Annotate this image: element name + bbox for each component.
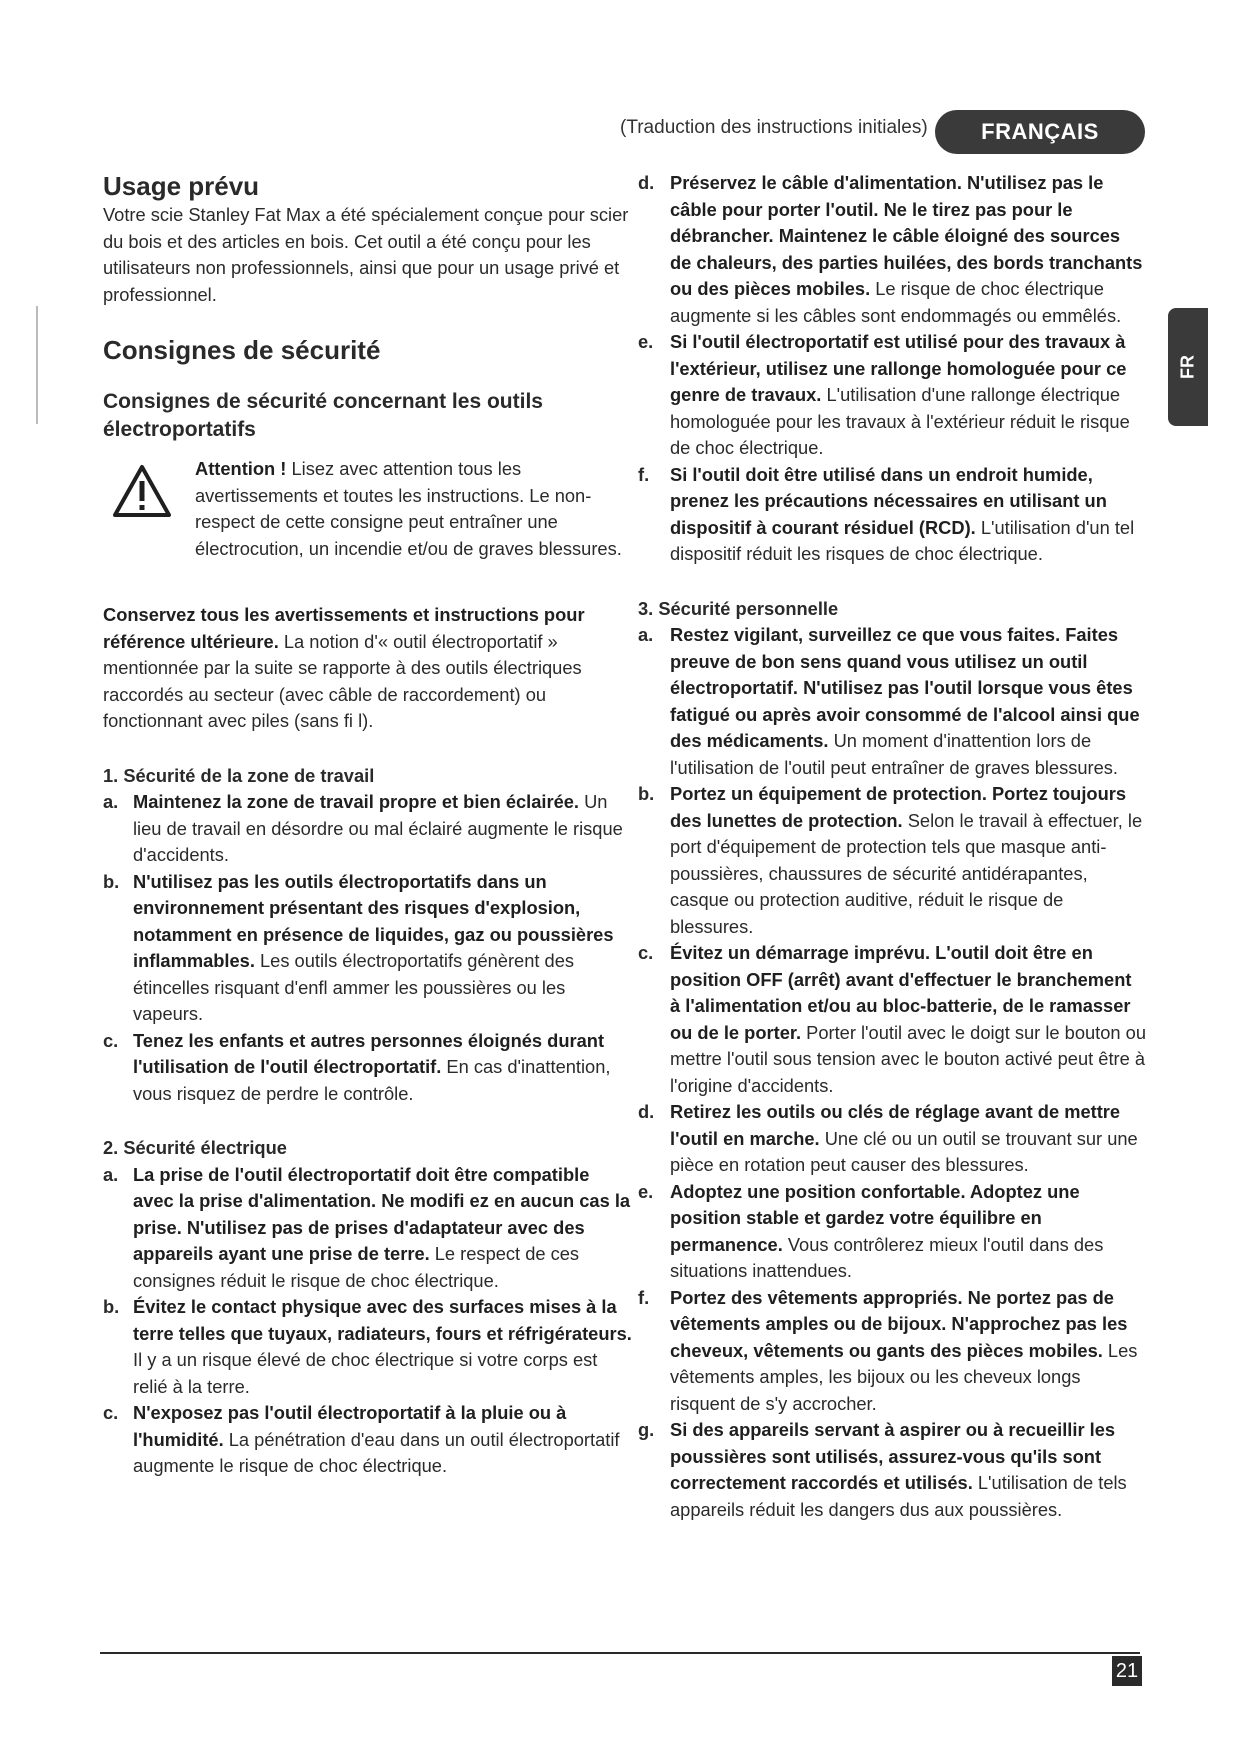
section3-title: 3. Sécurité personnelle: [638, 597, 839, 619]
keep-instructions: [103, 602, 633, 735]
section1-title: 1. Sécurité de la zone de travail: [103, 764, 375, 786]
side-tab-label: FR: [1177, 355, 1198, 379]
list-item: c. N'exposez pas l'outil électroportatif à la pluie ou à l'humidité. La pénétration d'eau dans un outil électroportatif augmente le risque de choc électrique.: [103, 1402, 620, 1476]
list-item: a. Maintenez la zone de travail propre et bien éclairée. Un lieu de travail en désordre ou mal éclairé augmente le risque d'accidents.: [103, 791, 623, 865]
keep-bold: Conservez tous les avertissements et instructions pour référence ultérieure.: [103, 604, 585, 652]
footer-rule: [100, 1652, 1140, 1654]
list-item: e. Adoptez une position confortable. Adoptez une position stable et gardez votre équilibre en permanence. Vous contrôlerez mieux l'outil dans des situations inattendues.: [638, 1180, 1104, 1281]
usage-text: Votre scie Stanley Fat Max a été spécialement conçue pour scier du bois et des articles en bois. Cet outil a été conçu pour les utilisateurs non professionnels, ainsi que pour un usage privé et professionnel.: [103, 204, 629, 305]
usage-title: Usage prévu: [103, 171, 260, 201]
keep-body: La notion d'« outil électroportatif » mentionnée par la suite se rapporte à des outils électriques raccordés au secteur (avec câble de raccordement) ou fonctionnant avec piles (sans fi l).: [103, 630, 582, 731]
list-item: b. N'utilisez pas les outils électroportatifs dans un environnement présentant des risques d'explosion, notamment en présence de liquides, gaz ou poussières inflammables. Les outils électroportatifs génèrent des étincelles risquant d'enfl ammer les poussières ou les vapeurs.: [103, 870, 614, 1024]
translation-note: (Traduction des instructions initiales): [620, 117, 928, 138]
list-item: e. Si l'outil électroportatif est utilisé pour des travaux à l'extérieur, utilisez une rallonge homologuée pour ce genre de travaux. L'utilisation d'une rallonge électrique homologuée pour les travaux à l'extérieur réduit le risque de choc électrique.: [638, 331, 1130, 458]
list-item: b. Portez un équipement de protection. Portez toujours des lunettes de protection. Selon le travail à effectuer, le port d'équipement de protection tels que masque anti-poussières, chaussures de sécurité antidérapantes, casque ou protection auditive, réduit le risque de blessures.: [638, 783, 1143, 937]
section2-continued-list: [638, 170, 1146, 568]
safety-subtitle: Consignes de sécurité concernant les outils électroportatifs: [103, 390, 543, 441]
list-item: f. Si l'outil doit être utilisé dans un endroit humide, prenez les précautions nécessaires en utilisant un dispositif à courant résiduel (RCD). L'utilisation d'un tel dispositif réduit les risques de choc électrique.: [638, 463, 1135, 564]
section3-list: [638, 622, 1146, 1523]
list-item: d. Retirez les outils ou clés de réglage avant de mettre l'outil en marche. Une clé ou un outil se trouvant sur une pièce en rotation peut causer des blessures.: [638, 1101, 1138, 1175]
language-side-tab: [1168, 308, 1208, 426]
section2-title: 2. Sécurité électrique: [103, 1137, 287, 1158]
language-badge: FRANÇAIS: [935, 110, 1145, 154]
list-item: c. Évitez un démarrage imprévu. L'outil doit être en position OFF (arrêt) avant d'effectuer le branchement à l'alimentation et/ou au bloc-batterie, de le ramasser ou de le porter. Porter l'outil avec le doigt sur le bouton ou mettre l'outil sous tension avec le bouton activé peut être à l'origine d'accidents.: [638, 942, 1146, 1096]
safety-title: Consignes de sécurité: [103, 335, 381, 365]
section1-list: [103, 789, 633, 1107]
list-item: d. Préservez le câble d'alimentation. N'utilisez pas le câble pour porter l'outil. Ne le tirez pas pour le débrancher. Maintenez le câble éloigné des sources de chaleurs, des parties huilées, des bords tranchants ou des pièces mobiles. Le risque de choc électrique augmente si les câbles sont endommagés ou emmêlés.: [638, 172, 1143, 326]
warning-triangle-icon: [112, 464, 172, 518]
warning-body: Lisez avec attention tous les avertissements et toutes les instructions. Le non-respect de cette consigne peut entraîner une électrocution, un incendie et/ou de graves blessures.: [195, 458, 622, 559]
list-item: g. Si des appareils servant à aspirer ou à recueillir les poussières sont utilisés, assurez-vous qu'ils sont correctement raccordés et utilisés. L'utilisation de tels appareils réduit les dangers dus aux poussières.: [638, 1419, 1127, 1520]
margin-mark: [36, 306, 38, 424]
list-item: c. Tenez les enfants et autres personnes éloignés durant l'utilisation de l'outil électroportatif. En cas d'inattention, vous risquez de perdre le contrôle.: [103, 1029, 611, 1104]
list-item: a. La prise de l'outil électroportatif doit être compatible avec la prise d'alimentation. Ne modifi ez en aucun cas la prise. N'utilisez pas de prises d'adaptateur avec des appareils ayant une prise de terre. Le respect de ces consignes réduit le risque de choc électrique.: [103, 1163, 631, 1291]
list-item: a. Restez vigilant, surveillez ce que vous faites. Faites preuve de bon sens quand vous utilisez un outil électroportatif. N'utilisez pas l'outil lorsque vous êtes fatigué ou après avoir consommé de l'alcool ainsi que des médicaments. Un moment d'inattention lors de l'utilisation de l'outil peut entraîner de graves blessures.: [638, 624, 1140, 778]
list-item: f. Portez des vêtements appropriés. Ne portez pas de vêtements amples ou de bijoux. N'approchez pas les cheveux, vêtements ou gants des pièces mobiles. Les vêtements amples, les bijoux ou les cheveux longs risquent de s'y accrocher.: [638, 1286, 1138, 1414]
warning-block: [103, 456, 633, 586]
page-number: 21: [1112, 1656, 1142, 1686]
warning-bold: Attention !: [195, 458, 287, 479]
list-item: b. Évitez le contact physique avec des surfaces mises à la terre telles que tuyaux, radiateurs, fours et réfrigérateurs. Il y a un risque élevé de choc électrique si votre corps est relié à la terre.: [103, 1296, 632, 1397]
warning-text: [195, 456, 633, 562]
left-column: [103, 170, 633, 1480]
right-column: [638, 170, 1146, 1523]
section2-list: [103, 1162, 633, 1480]
